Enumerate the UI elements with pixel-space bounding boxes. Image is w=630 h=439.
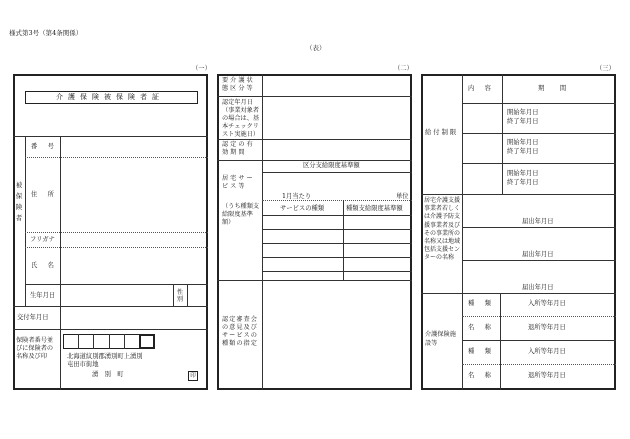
rule xyxy=(25,232,208,233)
panel3-number: （三） xyxy=(596,65,615,72)
facility1-admit-date: 入所等年月日 xyxy=(528,300,566,307)
rule xyxy=(462,74,463,390)
notify-date-2: 届出年月日 xyxy=(522,251,554,258)
number-label: 番 号 xyxy=(31,143,56,150)
rule xyxy=(60,136,61,390)
limit2-end: 終了年月日 xyxy=(507,148,539,155)
facility2-admit-date: 入所等年月日 xyxy=(528,348,566,355)
benefit-limit-label: 給付制限 xyxy=(425,129,459,136)
rule xyxy=(217,96,412,97)
insurer-name: 湧 別 町 xyxy=(92,371,124,378)
cert-date-label: 認定年月日（事業対象者の場合は、基本チェックリスト実施日） xyxy=(222,99,260,138)
seal-box: 印 xyxy=(188,371,198,381)
facility1-type-label: 種 類 xyxy=(468,300,493,307)
insurer-check-digit xyxy=(139,334,155,349)
content-header: 内 容 xyxy=(468,85,493,92)
rule xyxy=(462,364,616,365)
form-id: 様式第3号（第4条関係） xyxy=(9,29,83,37)
rule xyxy=(421,194,616,195)
period-header: 期 間 xyxy=(538,85,568,92)
per-month-label: 1月当たり xyxy=(282,193,312,200)
limit1-start: 開始年月日 xyxy=(507,109,539,116)
panel1-number: （一） xyxy=(192,65,211,72)
rule xyxy=(262,172,412,173)
facility2-leave-date: 退所等年月日 xyxy=(528,372,566,379)
service-type-header: サービスの種類 xyxy=(280,205,325,212)
support-office-label: 居宅介護支援事業者若しくは介護予防支援事業者及びその事業所の名称又は地域包括支援センターの名称 xyxy=(424,197,461,262)
facility1-name-label: 名 称 xyxy=(468,324,493,331)
rule xyxy=(262,74,263,390)
rule xyxy=(217,139,412,140)
rule xyxy=(25,284,208,285)
opinion-label: 認定審査会の意見及びサービスの種類の指定 xyxy=(222,316,258,347)
rule xyxy=(462,133,616,134)
valid-period-label: 認定の有効期間 xyxy=(222,141,255,156)
rule xyxy=(462,316,616,317)
rule xyxy=(262,215,412,216)
rule xyxy=(262,257,412,258)
rule xyxy=(343,200,344,280)
insurer-address2: 屯田市街地 xyxy=(67,361,99,368)
rule xyxy=(462,340,616,341)
rule xyxy=(13,306,208,307)
limit1-end: 終了年月日 xyxy=(507,118,539,125)
type-limit-amount-header: 種類支給限度基準額 xyxy=(346,205,403,212)
address-label: 住 所 xyxy=(31,191,56,198)
unit-label: 単位 xyxy=(396,193,409,200)
notify-date-1: 届出年月日 xyxy=(522,218,554,225)
limit-header: 区分支給限度基準額 xyxy=(303,162,360,169)
sex-label: 性別 xyxy=(176,289,183,303)
notify-date-3: 届出年月日 xyxy=(522,284,554,291)
rule xyxy=(25,157,208,158)
card-title: 介護保険被保険者証 xyxy=(56,93,164,101)
rule xyxy=(25,136,26,306)
home-service-label: 居宅サービス等 xyxy=(222,175,255,190)
rule xyxy=(262,243,412,244)
facility1-leave-date: 退所等年月日 xyxy=(528,324,566,331)
insured-label: 被保険者 xyxy=(15,181,23,222)
care-level-label: 要介護状態区分等 xyxy=(222,77,255,92)
limit3-start: 開始年月日 xyxy=(507,170,539,177)
rule xyxy=(25,247,208,248)
rule xyxy=(462,227,616,228)
type-limit-label: （うち種類支給限度基準額） xyxy=(222,203,260,226)
facility2-type-label: 種 類 xyxy=(468,348,493,355)
insurer-label: 保険者番号並びに保険者の名称及び印 xyxy=(16,337,54,360)
rule xyxy=(109,334,110,349)
rule xyxy=(173,284,174,306)
rule xyxy=(124,334,125,349)
furigana-label: フリガナ xyxy=(30,236,55,243)
rule xyxy=(13,136,208,137)
rule xyxy=(462,163,616,164)
limit2-start: 開始年月日 xyxy=(507,139,539,146)
rule xyxy=(13,329,208,330)
birthdate-label: 生年月日 xyxy=(30,292,56,299)
rule xyxy=(217,280,412,281)
rule xyxy=(217,160,412,161)
rule xyxy=(462,260,616,261)
rule xyxy=(500,293,501,390)
panel2-number: （二） xyxy=(394,65,413,72)
rule xyxy=(93,334,94,349)
limit3-end: 終了年月日 xyxy=(507,179,539,186)
rule xyxy=(262,229,412,230)
form-side: （表） xyxy=(306,44,326,52)
name-label: 氏 名 xyxy=(31,262,56,269)
issue-date-label: 交付年月日 xyxy=(17,314,49,321)
facility-label: 介護保険施設等 xyxy=(425,331,456,347)
facility2-name-label: 名 称 xyxy=(468,372,493,379)
rule xyxy=(78,334,79,349)
rule xyxy=(462,103,616,104)
rule xyxy=(187,284,188,306)
rule xyxy=(421,293,616,294)
insurer-address1: 北海道紋別郡湧別町上湧別 xyxy=(67,353,143,360)
rule xyxy=(262,271,412,272)
rule xyxy=(502,74,503,194)
